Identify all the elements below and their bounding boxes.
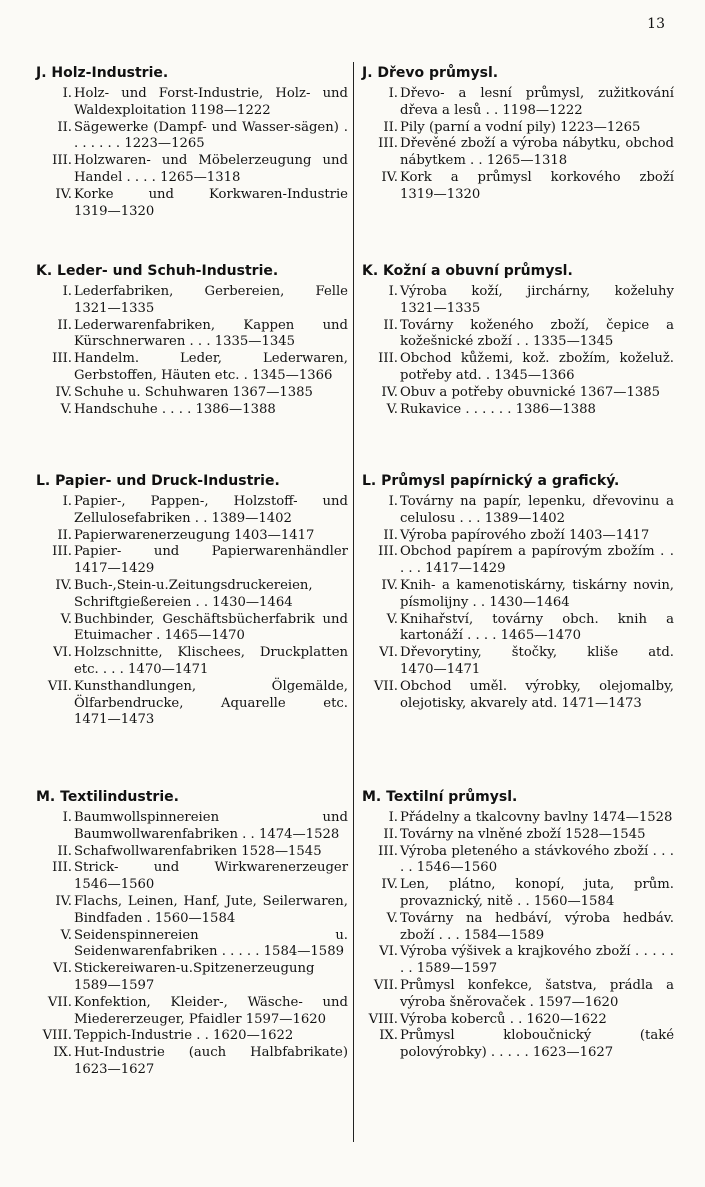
entry-number: VI. [379, 944, 398, 960]
section [362, 260, 674, 418]
entry-text [74, 120, 348, 154]
entry-label: Lederwarenfabriken, Kappen und Kürschnerwaren . . . [74, 317, 348, 350]
index-entry [36, 544, 348, 578]
index-entry [36, 810, 348, 844]
entry-text [74, 612, 348, 646]
section-title: L. Papier- und Druck-Industrie. [36, 473, 280, 489]
index-entry [362, 351, 674, 385]
entry-text [400, 810, 674, 827]
section [362, 470, 674, 712]
entry-number: I. [62, 810, 72, 825]
index-entry [362, 318, 674, 352]
index-entry [362, 827, 674, 844]
entry-label: Obchod papírem a papírovým zbožím . . . . . [400, 544, 674, 577]
entry-number: IV. [381, 877, 398, 893]
index-entry [36, 86, 348, 120]
section-title: K. Leder- und Schuh-Industrie. [36, 263, 279, 279]
entry-page-range: 1465—1470 [500, 628, 581, 644]
entry-number: VI. [53, 645, 72, 661]
entry-number: III. [52, 860, 72, 876]
column-divider [353, 62, 354, 1142]
section-title: M. Textilní průmysl. [362, 789, 518, 805]
entry-page-range: 1389—1402 [211, 510, 292, 526]
entry-label: Výroba výšivek a krajkového zboží . . . . . . . [400, 944, 674, 977]
entry-label: Továrny na papír, lepenku, dřevovinu a celulosu . . . [400, 494, 674, 526]
entry-number: VIII. [368, 1011, 398, 1027]
entry-number: VIII. [42, 1028, 72, 1044]
entry-label: Sägewerke (Dampf- und Wasser-sägen) . . . . . . . [74, 119, 348, 152]
entry-page-range: 1335—1345 [533, 334, 614, 350]
index-entry [36, 284, 348, 318]
section [36, 62, 348, 220]
entry-label: Papier-, Pappen-, Holzstoff- und Zellulosefabriken . . [74, 494, 348, 526]
entry-text [400, 827, 674, 844]
entry-label: Výroba koží, jirchárny, koželuhy [400, 284, 674, 299]
entry-page-range: 1474—1528 [258, 826, 340, 842]
entry-label: Schafwollwarenfabriken [74, 843, 238, 859]
page-number: 13 [647, 16, 665, 32]
entry-number: IV. [381, 169, 398, 185]
entry-page-range: 1623—1627 [74, 1061, 155, 1077]
entry-page-range: 1321—1335 [400, 300, 481, 316]
entry-text [74, 494, 348, 528]
entry-label: Holzschnitte, Klischees, Druckplatten etc. . . . [74, 645, 348, 677]
entry-text [74, 961, 348, 995]
entry-text [74, 894, 348, 928]
entry-label: Holz- und Forst-Industrie, Holz- und Waldexploitation [74, 86, 348, 118]
section [36, 260, 348, 418]
index-entry [36, 894, 348, 928]
entry-page-range: 1623—1627 [532, 1045, 614, 1061]
index-entry [36, 187, 348, 221]
section-title: J. Dřevo průmysl. [362, 65, 499, 81]
entry-number: VII. [47, 678, 72, 694]
section-title: K. Kožní a obuvní průmysl. [362, 263, 573, 279]
entry-page-range: 1223—1265 [124, 136, 205, 152]
entry-label: Papier- und Papierwarenhändler [74, 544, 348, 560]
entry-label: Korke und Korkwaren-Industrie [74, 186, 348, 202]
entry-page-range: 1265—1318 [160, 169, 241, 185]
entry-text [74, 578, 348, 612]
entry-page-range: 1546—1560 [74, 877, 155, 893]
entry-text [400, 1028, 674, 1062]
entry-number: I. [62, 494, 72, 509]
index-entry [362, 170, 674, 204]
entry-number: IV. [381, 384, 398, 400]
entry-page-range: 1389—1402 [484, 510, 565, 526]
entry-text [74, 995, 348, 1029]
entry-page-range: 1417—1429 [74, 561, 155, 577]
entry-label: Rukavice . . . . . . [400, 401, 512, 417]
entry-page-range: 1474—1528 [592, 810, 673, 825]
entry-text [400, 978, 674, 1012]
entry-page-range: 1319—1320 [400, 186, 481, 202]
entry-label: Výroba pleteného a stávkového zboží . . . . . [400, 843, 674, 876]
entry-page-range: 1597—1620 [538, 994, 619, 1010]
entry-number: VI. [53, 961, 72, 977]
index-entry [36, 928, 348, 962]
index-entry [362, 494, 674, 528]
entry-text [400, 284, 674, 318]
entry-number: I. [62, 86, 72, 101]
entry-text [74, 86, 348, 120]
index-entry [362, 944, 674, 978]
entry-page-range: 1198—1222 [190, 102, 271, 118]
entry-number: IX. [379, 1028, 398, 1044]
entry-number: I. [388, 494, 398, 509]
entry-number: V. [386, 611, 398, 627]
entry-text [400, 844, 674, 878]
entry-label: Schuhe u. Schuhwaren [74, 384, 229, 400]
entry-text [400, 528, 674, 545]
entry-text [74, 318, 348, 352]
entry-label: Průmysl kloboučnický (také polovýrobky) . . . . . [400, 1028, 674, 1061]
entry-label: Dřevěné zboží a výroba nábytku, obchod nábytkem . . [400, 136, 674, 169]
index-entry [36, 385, 348, 402]
entry-label: Papierwarenerzeugung [74, 527, 230, 543]
entry-text [74, 928, 348, 962]
entry-page-range: 1470—1471 [128, 661, 209, 677]
entry-label: Flachs, Leinen, Hanf, Jute, Seilerwaren, Bindfaden . [74, 893, 348, 926]
entry-number: V. [60, 611, 72, 627]
entry-page-range: 1589—1597 [416, 961, 498, 977]
entry-number: V. [386, 910, 398, 926]
entry-text [74, 679, 348, 729]
entry-page-range: 1584—1589 [263, 944, 344, 960]
index-entry [362, 544, 674, 578]
entry-text [400, 351, 674, 385]
entry-label: Handelm. Leder, Lederwaren, Gerbstoffen, Häuten etc. . [74, 351, 348, 383]
entry-page-range: 1620—1622 [526, 1011, 607, 1027]
entry-label: Buchbinder, Geschäftsbücherfabrik und Etuimacher . [74, 611, 348, 644]
entry-page-range: 1465—1470 [164, 628, 245, 644]
entry-page-range: 1265—1318 [486, 153, 568, 169]
entry-page-range: 1345—1366 [252, 367, 333, 383]
entry-text [400, 494, 674, 528]
index-entry [362, 284, 674, 318]
entry-number: IV. [55, 384, 72, 400]
entry-text [74, 153, 348, 187]
entry-text [400, 170, 674, 204]
index-entry [36, 961, 348, 995]
entry-page-range: 1470—1471 [400, 661, 481, 677]
entry-label: Knihařství, továrny obch. knih a kartonáží . . . . [400, 611, 674, 644]
entry-text [74, 860, 348, 894]
section [362, 62, 674, 204]
index-entry [362, 120, 674, 137]
entry-text [74, 528, 348, 545]
entry-label: Továrny na hedbáví, výroba hedbáv. zboží . . . [400, 910, 674, 943]
index-entry [36, 153, 348, 187]
entry-text [74, 284, 348, 318]
index-entry [362, 679, 674, 713]
index-entry [36, 1045, 348, 1079]
section-title: L. Průmysl papírnický a grafický. [362, 473, 620, 489]
entry-label: Hut-Industrie (auch Halbfabrikate) [74, 1045, 348, 1061]
entry-number: VII. [373, 977, 398, 993]
entry-text [400, 385, 674, 402]
entry-text [400, 612, 674, 646]
entry-text [74, 351, 348, 385]
entry-page-range: 1403—1417 [568, 527, 650, 543]
entry-text [400, 877, 674, 911]
index-entry [362, 844, 674, 878]
entry-label: Výroba papírového zboží [400, 527, 565, 543]
entry-number: I. [388, 810, 398, 825]
entry-number: II. [383, 826, 398, 842]
index-entry [362, 402, 674, 419]
entry-text [400, 86, 674, 120]
index-entry [36, 318, 348, 352]
entry-page-range: 1367—1385 [579, 384, 661, 400]
entry-label: Továrny na vlněné zboží [400, 826, 561, 842]
entry-text [74, 187, 348, 221]
index-entry [36, 528, 348, 545]
entry-text [74, 1028, 348, 1045]
entry-page-range: 1471—1473 [561, 695, 642, 711]
index-entry [362, 911, 674, 945]
entry-number: VI. [379, 645, 398, 661]
entry-page-range: 1386—1388 [195, 401, 276, 417]
entry-label: Dřevo- a lesní průmysl, zužitkování dřeva a lesů . . [400, 86, 674, 118]
index-entry [36, 995, 348, 1029]
entry-number: II. [57, 317, 72, 333]
entry-number: III. [52, 153, 72, 169]
entry-number: II. [57, 527, 72, 543]
entry-label: Baumwollspinnereien und Baumwollwarenfabriken . . [74, 810, 348, 842]
entry-page-range: 1620—1622 [213, 1028, 294, 1044]
entry-text [400, 318, 674, 352]
entry-label: Kork a průmysl korkového zboží [400, 169, 674, 185]
entry-text [74, 402, 348, 419]
entry-page-range: 1223—1265 [560, 119, 641, 135]
index-entry [362, 612, 674, 646]
entry-label: Obuv a potřeby obuvnické [400, 384, 576, 400]
entry-page-range: 1589—1597 [74, 977, 155, 993]
entry-text [400, 1012, 674, 1029]
entry-number: IX. [53, 1045, 72, 1061]
entry-label: Pily (parní a vodní pily) [400, 119, 556, 135]
entry-label: Len, plátno, konopí, juta, prům. provaznický, nitě . . [400, 877, 674, 909]
index-entry [362, 810, 674, 827]
entry-text [74, 544, 348, 578]
entry-label: Knih- a kamenotiskárny, tiskárny novin, písmolijny . . [400, 577, 674, 610]
entry-label: Přádelny a tkalcovny bavlny [400, 810, 588, 825]
entry-label: Stickereiwaren-u.Spitzenerzeugung [74, 961, 315, 977]
index-entry [36, 351, 348, 385]
entry-page-range: 1345—1366 [494, 367, 575, 383]
entry-text [400, 679, 674, 713]
entry-label: Seidenspinnereien u. Seidenwarenfabriken . . . . . [74, 927, 348, 960]
entry-number: VII. [47, 994, 72, 1010]
index-entry [362, 136, 674, 170]
entry-number: II. [57, 119, 72, 135]
entry-number: IV. [381, 577, 398, 593]
section [36, 470, 348, 729]
entry-label: Teppich-Industrie . . [74, 1028, 209, 1044]
entry-number: IV. [55, 893, 72, 909]
index-entry [362, 578, 674, 612]
index-entry [36, 860, 348, 894]
entry-label: Kunsthandlungen, Ölgemälde, Ölfarbendrucke, Aquarelle etc. [74, 678, 348, 711]
entry-label: Dřevorytiny, štočky, kliše atd. [400, 645, 674, 661]
entry-text [74, 844, 348, 861]
index-entry [36, 844, 348, 861]
entry-number: IV. [55, 577, 72, 593]
entry-label: Lederfabriken, Gerbereien, Felle [74, 284, 348, 299]
index-entry [36, 1028, 348, 1045]
entry-number: V. [60, 927, 72, 943]
entry-number: III. [378, 351, 398, 367]
entry-text [74, 385, 348, 402]
index-entry [36, 494, 348, 528]
entry-page-range: 1367—1385 [232, 384, 313, 400]
entry-number: I. [62, 284, 72, 299]
entry-label: Výroba koberců . . [400, 1011, 523, 1027]
entry-page-range: 1528—1545 [565, 826, 646, 842]
entry-text [400, 544, 674, 578]
entry-text [74, 810, 348, 844]
entry-number: VII. [373, 678, 398, 694]
index-entry [362, 528, 674, 545]
entry-label: Holzwaren- und Möbelerzeugung und Handel . . . . [74, 153, 348, 185]
index-entry [362, 978, 674, 1012]
entry-text [400, 645, 674, 679]
entry-page-range: 1198—1222 [502, 102, 583, 118]
entry-number: IV. [55, 186, 72, 202]
entry-number: III. [378, 544, 398, 560]
entry-page-range: 1471—1473 [74, 712, 155, 728]
section [36, 786, 348, 1079]
index-entry [362, 645, 674, 679]
entry-number: II. [57, 843, 72, 859]
entry-page-range: 1430—1464 [212, 594, 293, 610]
index-entry [362, 86, 674, 120]
entry-page-range: 1417—1429 [425, 561, 506, 577]
section-title: J. Holz-Industrie. [36, 65, 169, 81]
index-entry [36, 402, 348, 419]
entry-label: Průmysl konfekce, šatstva, prádla a výroba šněrovaček . [400, 977, 674, 1010]
entry-text [400, 136, 674, 170]
entry-text [400, 911, 674, 945]
index-entry [36, 679, 348, 729]
entry-label: Strick- und Wirkwarenerzeuger [74, 860, 348, 876]
entry-page-range: 1335—1345 [214, 334, 296, 350]
entry-page-range: 1321—1335 [74, 300, 155, 316]
entry-number: II. [383, 119, 398, 135]
entry-label: Obchod kůžemi, kož. zbožím, koželuž. potřeby atd. . [400, 351, 674, 383]
section-title: M. Textilindustrie. [36, 789, 179, 805]
entry-text [400, 578, 674, 612]
entry-number: III. [52, 351, 72, 367]
index-entry [36, 120, 348, 154]
entry-number: II. [383, 527, 398, 543]
entry-number: V. [386, 401, 398, 417]
entry-number: V. [60, 401, 72, 417]
entry-text [400, 944, 674, 978]
index-entry [362, 1012, 674, 1029]
index-entry [36, 612, 348, 646]
entry-page-range: 1386—1388 [515, 401, 596, 417]
index-entry [36, 578, 348, 612]
entry-number: I. [388, 284, 398, 299]
entry-label: Obchod uměl. výrobky, olejomalby, olejotisky, akvarely atd. [400, 678, 674, 711]
entry-text [74, 645, 348, 679]
entry-label: Konfektion, Kleider-, Wäsche- und Miedererzeuger, Pfaidler [74, 994, 348, 1027]
entry-number: III. [378, 843, 398, 859]
index-entry [362, 385, 674, 402]
entry-number: III. [378, 136, 398, 152]
entry-label: Handschuhe . . . . [74, 401, 192, 417]
section [362, 786, 674, 1062]
entry-page-range: 1430—1464 [489, 594, 570, 610]
entry-text [74, 1045, 348, 1079]
entry-page-range: 1319—1320 [74, 203, 155, 219]
index-entry [362, 1028, 674, 1062]
entry-label: Buch-,Stein-u.Zeitungsdruckereien, Schriftgießereien . . [74, 577, 313, 610]
entry-number: I. [388, 86, 398, 101]
entry-page-range: 1403—1417 [234, 527, 315, 543]
entry-page-range: 1584—1589 [463, 927, 545, 943]
entry-page-range: 1528—1545 [241, 843, 322, 859]
index-entry [362, 877, 674, 911]
entry-number: III. [52, 544, 72, 560]
entry-page-range: 1560—1584 [533, 893, 615, 909]
index-entry [36, 645, 348, 679]
entry-page-range: 1597—1620 [245, 1011, 327, 1027]
entry-number: II. [383, 317, 398, 333]
entry-text [400, 120, 674, 137]
entry-label: Továrny koženého zboží, čepice a kožešnické zboží . . [400, 317, 674, 350]
entry-page-range: 1546—1560 [416, 860, 498, 876]
entry-text [400, 402, 674, 419]
entry-page-range: 1560—1584 [154, 910, 236, 926]
